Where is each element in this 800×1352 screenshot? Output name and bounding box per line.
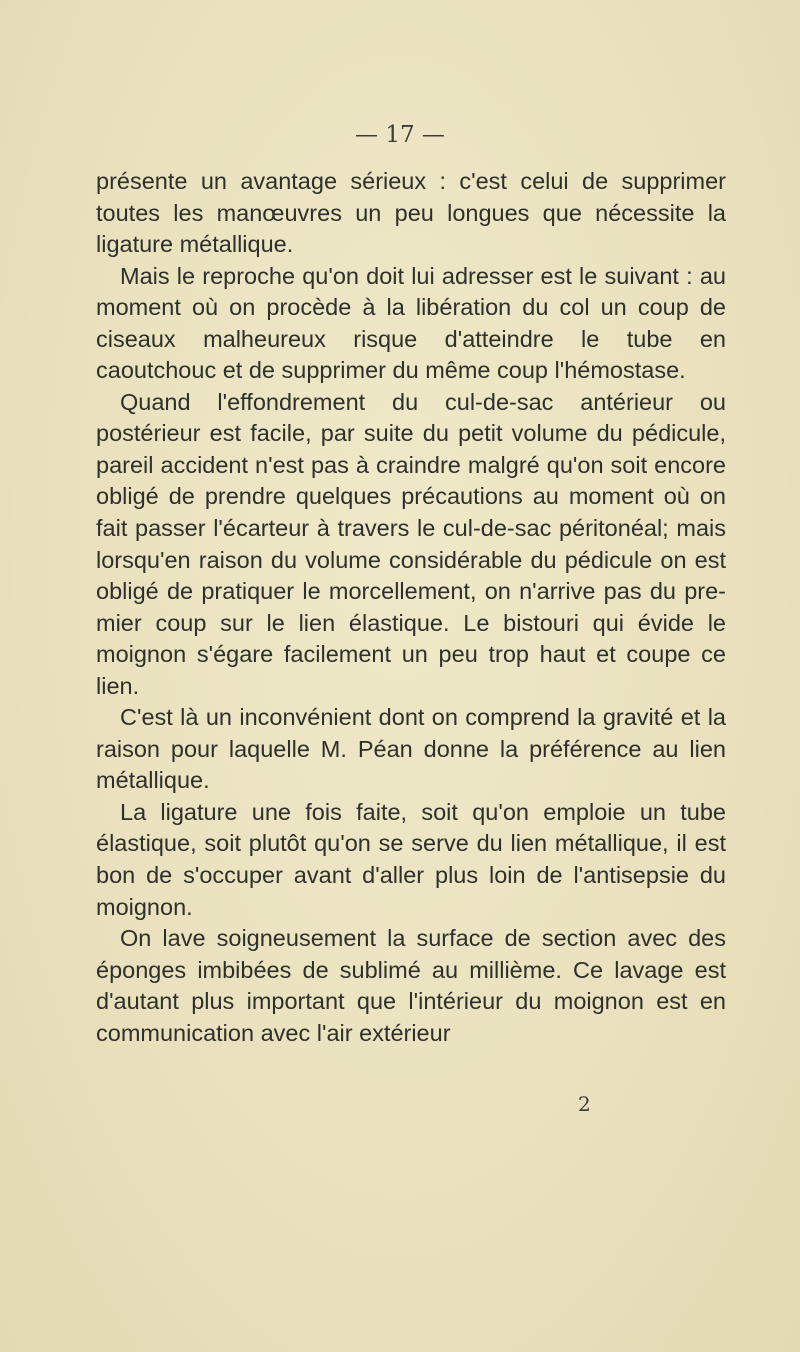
printer-signature-mark: 2: [578, 1092, 591, 1116]
paragraph: On lave soigneusement la surface de section avec des éponges imbibées de sublimé au millième. Ce lavage est d'autant plus important que l'intérieur du moignon est en communication avec l'air extérieur: [96, 925, 726, 1046]
paragraph: La ligature une fois faite, soit qu'on emploie un tube élastique, soit plutôt qu'on se serve du lien métallique, il est bon de s'occuper avant d'aller plus loin de l'antisepsie du moignon.: [96, 798, 726, 920]
paragraph: C'est là un inconvénient dont on comprend la gravité et la raison pour laquelle M. Péan donne la préférence au lien métallique.: [96, 704, 726, 794]
paragraph: présente un avantage sérieux : c'est celui de supprimer toutes les manœuvres un peu longues que nécessite la ligature métallique.: [96, 168, 726, 258]
paragraph: Mais le reproche qu'on doit lui adresser est le suivant : au moment où on procède à la libération du col un coup de ciseaux malheureux risque d'atteindre le tube en caoutchouc et de supprimer du même coup l'hémostase.: [96, 262, 726, 384]
body-text: [96, 166, 726, 1049]
page-number: — 17 —: [355, 122, 445, 148]
paragraph: Quand l'effondrement du cul-de-sac antérieur ou postérieur est facile, par suite du petit volume du pédicule, pareil accident n'est pas à craindre malgré qu'on soit encore obligé de prendre quelques précautions au moment où on fait passer l'écarteur à travers le cul-de-sac péritonéal; mais lorsqu'en raison du volume considérable du pédicule on est obligé de pratiquer le morcellement, on n'arrive pas du premier coup sur le lien élastique. Le bistouri qui évide le moignon s'égare facilement un peu trop haut et coupe ce lien.: [96, 388, 726, 699]
